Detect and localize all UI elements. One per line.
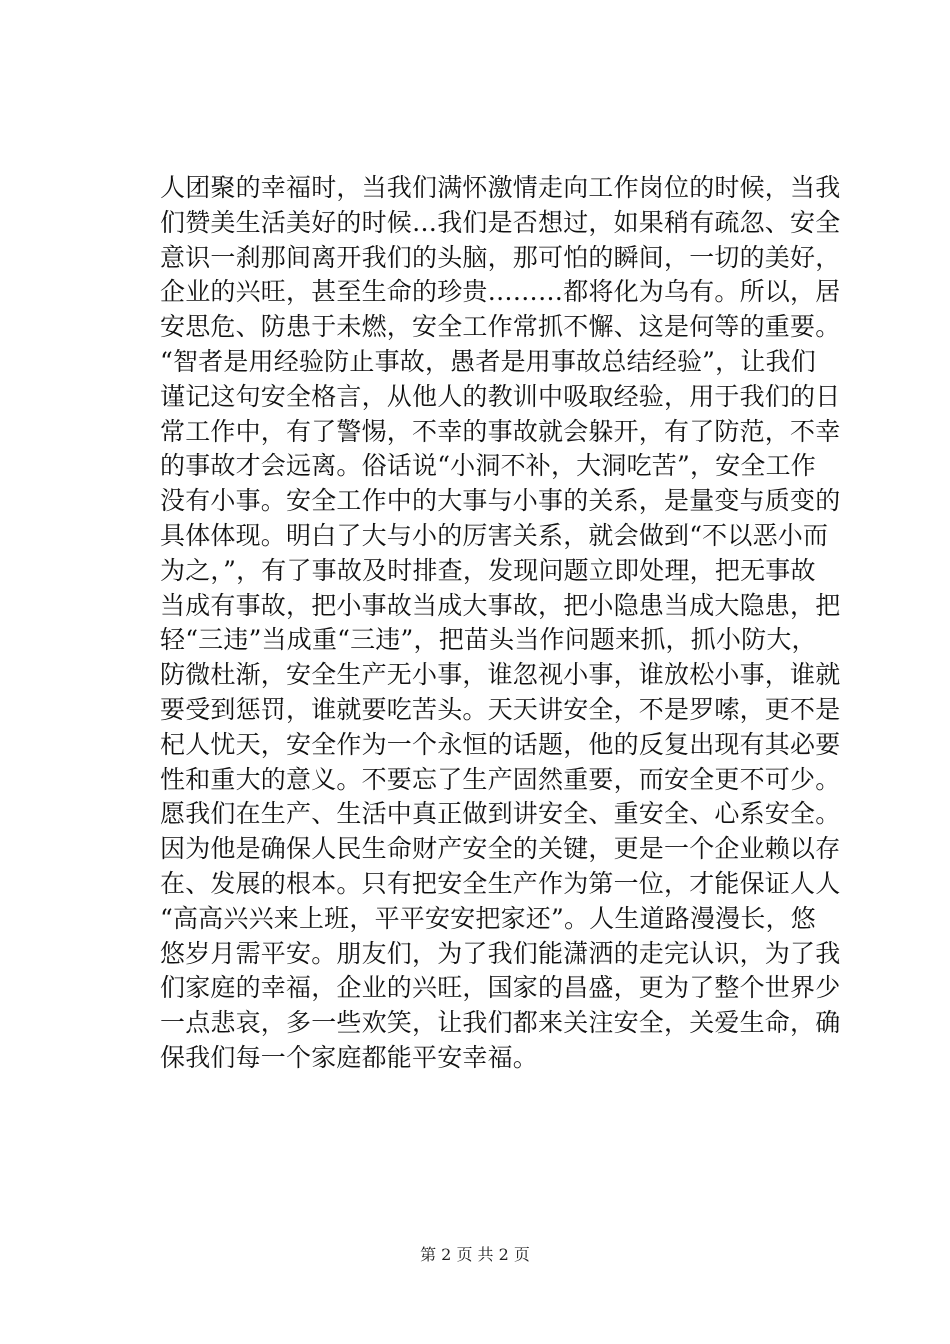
text-line: 防微杜渐，安全生产无小事，谁忽视小事，谁放松小事，谁就: [160, 660, 841, 690]
text-line: “高高兴兴来上班，平平安安把家还”。人生道路漫漫长，悠: [160, 903, 816, 933]
text-line: 悠岁月需平安。朋友们，为了我们能潇洒的走完认识，为了我: [160, 938, 841, 968]
text-line: 常工作中，有了警惕，不幸的事故就会躲开，有了防范，不幸: [160, 416, 841, 446]
text-line: 因为他是确保人民生命财产安全的关键，更是一个企业赖以存: [160, 834, 841, 864]
text-line: 具体体现。明白了大与小的厉害关系，就会做到“不以恶小而: [160, 520, 829, 550]
text-line: 的事故才会远离。俗话说“小洞不补，大洞吃苦”，安全工作: [160, 451, 816, 481]
text-line: 没有小事。安全工作中的大事与小事的关系，是量变与质变的: [160, 486, 841, 516]
text-line: “智者是用经验防止事故，愚者是用事故总结经验”，让我们: [160, 346, 816, 376]
text-line: 轻“三违”当成重“三违”，把苗头当作问题来抓，抓小防大，: [160, 625, 817, 655]
text-line: 人团聚的幸福时，当我们满怀激情走向工作岗位的时候，当我: [160, 173, 841, 202]
text-line: 要受到惩罚，谁就要吃苦头。天天讲安全，不是罗嗦，更不是: [160, 694, 841, 724]
text-line: 为之，”，有了事故及时排查，发现问题立即处理，把无事故: [160, 555, 816, 585]
text-line: 性和重大的意义。不要忘了生产固然重要，而安全更不可少。: [160, 764, 841, 794]
text-line: 杞人忧天，安全作为一个永恒的话题，他的反复出现有其必要: [160, 729, 841, 759]
text-line: 企业的兴旺，甚至生命的珍贵………都将化为乌有。所以，居: [160, 277, 841, 307]
body-text: [160, 171, 850, 1076]
text-line: 在、发展的根本。只有把安全生产作为第一位，才能保证人人: [160, 868, 841, 898]
text-line: 愿我们在生产、生活中真正做到讲安全、重安全、心系安全。: [160, 799, 841, 829]
text-line: 保我们每一个家庭都能平安幸福。: [160, 1042, 539, 1072]
text-line: 们赞美生活美好的时候…我们是否想过，如果稍有疏忽、安全: [160, 207, 841, 237]
text-line: 谨记这句安全格言，从他人的教训中吸取经验，用于我们的日: [160, 381, 841, 411]
text-line: 安思危、防患于未燃，安全工作常抓不懈、这是何等的重要。: [160, 312, 841, 342]
text-line: 们家庭的幸福，企业的兴旺，国家的昌盛，更为了整个世界少: [160, 973, 841, 1003]
text-line: 一点悲哀，多一些欢笑，让我们都来关注安全，关爱生命，确: [160, 1008, 841, 1038]
page-footer: 第 2 页 共 2 页: [420, 1245, 530, 1264]
text-line: 意识一刹那间离开我们的头脑，那可怕的瞬间，一切的美好，: [160, 242, 841, 272]
text-line: 当成有事故，把小事故当成大事故，把小隐患当成大隐患，把: [160, 590, 841, 620]
